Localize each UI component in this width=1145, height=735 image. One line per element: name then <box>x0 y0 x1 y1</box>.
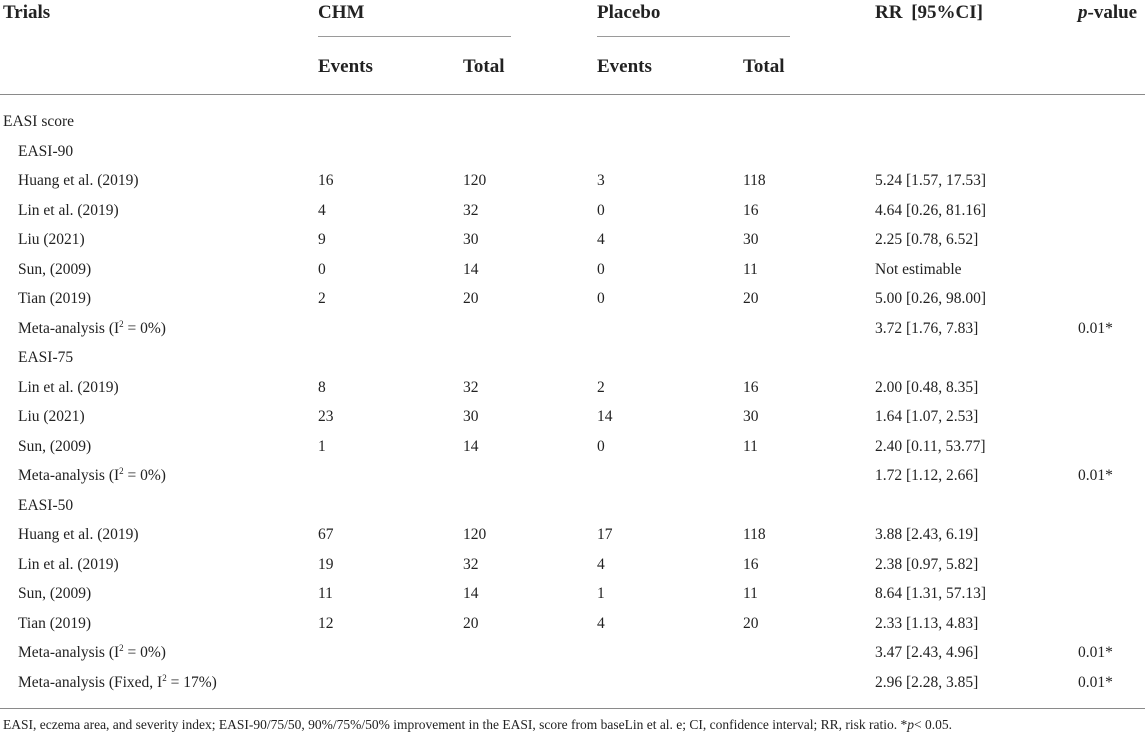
rr-cell: 1.72 [1.12, 2.66] <box>875 467 979 484</box>
header-rr: RR [95%CI] <box>875 2 983 23</box>
table-row <box>0 673 1145 703</box>
placebo-total-cell: 20 <box>743 290 759 307</box>
rr-cell: 2.96 [2.28, 3.85] <box>875 673 979 691</box>
rr-cell: 3.88 [2.43, 6.19] <box>875 526 979 543</box>
header-chm: CHM <box>318 2 365 23</box>
placebo-events-cell: 14 <box>597 408 613 425</box>
header-trials: Trials <box>3 2 51 23</box>
trial-cell: EASI-90 <box>18 142 74 160</box>
chm-total-cell: 32 <box>463 555 479 573</box>
chm-events-cell: 19 <box>318 555 334 573</box>
placebo-events-cell: 0 <box>597 437 605 455</box>
trial-text: Meta-analysis (I <box>18 319 120 337</box>
header-placebo-total: Total <box>743 56 785 77</box>
table-bottom-rule <box>0 708 1145 709</box>
placebo-events-cell: 1 <box>597 585 605 602</box>
placebo-events-cell: 2 <box>597 378 605 396</box>
rr-cell: 2.38 [0.97, 5.82] <box>875 555 979 573</box>
placebo-total-cell: 11 <box>743 585 758 602</box>
trial-superscript: 2 <box>119 465 124 476</box>
chm-total-cell: 32 <box>463 378 479 396</box>
placebo-total-cell: 16 <box>743 555 759 573</box>
table-row <box>0 319 1145 349</box>
header-p-value <box>1078 2 1137 24</box>
p-value-cell: 0.01* <box>1078 673 1113 691</box>
table-row <box>0 525 1145 555</box>
trial-cell: Lin et al. (2019) <box>18 555 119 573</box>
table-row <box>0 112 1145 142</box>
rr-cell: 8.64 [1.31, 57.13] <box>875 585 987 602</box>
chm-total-cell: 14 <box>463 585 479 602</box>
table-row <box>0 260 1145 290</box>
placebo-total-cell: 118 <box>743 172 766 189</box>
rr-cell: 3.72 [1.76, 7.83] <box>875 319 979 337</box>
chm-events-cell: 12 <box>318 614 334 632</box>
chm-total-cell: 20 <box>463 614 479 632</box>
trial-cell: Huang et al. (2019) <box>18 172 139 189</box>
table-row <box>0 201 1145 231</box>
placebo-total-cell: 16 <box>743 201 759 219</box>
placebo-events-cell: 0 <box>597 201 605 219</box>
trial-text-after: = 0%) <box>123 644 166 661</box>
trial-superscript: 2 <box>119 642 124 653</box>
trial-cell <box>18 643 166 663</box>
placebo-total-cell: 11 <box>743 437 758 455</box>
chm-events-cell: 9 <box>318 231 326 248</box>
table-row <box>0 407 1145 437</box>
placebo-total-cell: 16 <box>743 378 759 396</box>
chm-total-cell: 20 <box>463 290 479 307</box>
placebo-events-cell: 4 <box>597 614 605 632</box>
chm-total-cell: 30 <box>463 231 479 248</box>
trial-cell: EASI-50 <box>18 496 74 514</box>
trial-cell: Tian (2019) <box>18 290 92 307</box>
chm-total-cell: 120 <box>463 526 487 543</box>
placebo-total-cell: 30 <box>743 408 759 425</box>
rr-cell: 2.40 [0.11, 53.77] <box>875 437 986 455</box>
rr-cell: 2.00 [0.48, 8.35] <box>875 378 979 396</box>
trial-cell: Sun, (2009) <box>18 585 92 602</box>
trial-text: Meta-analysis (I <box>18 644 120 661</box>
rr-cell: 2.33 [1.13, 4.83] <box>875 614 979 632</box>
table-row <box>0 437 1145 467</box>
trial-superscript: 2 <box>162 672 167 683</box>
table-row <box>0 555 1145 585</box>
rr-cell: 1.64 [1.07, 2.53] <box>875 408 979 425</box>
rr-cell: 5.24 [1.57, 17.53] <box>875 172 987 189</box>
placebo-total-cell: 30 <box>743 231 759 248</box>
trial-cell: Huang et al. (2019) <box>18 526 139 543</box>
header-chm-events: Events <box>318 56 373 77</box>
chm-events-cell: 11 <box>318 585 333 602</box>
chm-total-cell: 120 <box>463 172 487 189</box>
placebo-total-cell: 20 <box>743 614 759 632</box>
trial-cell: Sun, (2009) <box>18 260 92 278</box>
placebo-span-rule <box>597 36 790 37</box>
chm-events-cell: 4 <box>318 201 326 219</box>
header-chm-total: Total <box>463 56 505 77</box>
chm-span-rule <box>318 36 511 37</box>
table-row <box>0 142 1145 172</box>
chm-events-cell: 16 <box>318 172 334 189</box>
trial-cell <box>18 673 217 693</box>
placebo-events-cell: 4 <box>597 555 605 573</box>
placebo-events-cell: 0 <box>597 260 605 278</box>
header-p-italic: p <box>1078 2 1088 23</box>
trial-cell: Lin et al. (2019) <box>18 378 119 396</box>
header-p-rest: -value <box>1087 2 1138 23</box>
chm-events-cell: 8 <box>318 378 326 396</box>
trial-cell: EASI-75 <box>18 349 74 366</box>
trial-text: Meta-analysis (I <box>18 467 120 484</box>
trial-text-after: = 17%) <box>166 673 217 691</box>
trial-cell: Lin et al. (2019) <box>18 201 119 219</box>
trial-cell: Tian (2019) <box>18 614 92 632</box>
header-bottom-rule <box>0 94 1145 95</box>
footnote-tail: < 0.05. <box>914 717 952 732</box>
table-row <box>0 230 1145 260</box>
trial-text-after: = 0%) <box>123 467 166 484</box>
placebo-total-cell: 11 <box>743 260 758 278</box>
header-placebo: Placebo <box>597 2 661 23</box>
trial-cell <box>18 319 166 339</box>
chm-total-cell: 32 <box>463 201 479 219</box>
table-row <box>0 614 1145 644</box>
table-row <box>0 496 1145 526</box>
p-value-cell: 0.01* <box>1078 644 1113 661</box>
table-row <box>0 348 1145 378</box>
trial-text: Meta-analysis (Fixed, I <box>18 673 163 691</box>
trial-cell: Liu (2021) <box>18 231 85 248</box>
placebo-events-cell: 0 <box>597 290 605 307</box>
table-row <box>0 466 1145 496</box>
placebo-total-cell: 118 <box>743 526 766 543</box>
table-row <box>0 289 1145 319</box>
trial-cell: EASI score <box>3 113 75 130</box>
trial-superscript: 2 <box>119 318 124 329</box>
placebo-events-cell: 17 <box>597 526 613 543</box>
rr-cell: 3.47 [2.43, 4.96] <box>875 644 979 661</box>
table-row <box>0 171 1145 201</box>
trial-text-after: = 0%) <box>123 319 166 337</box>
table-footnote <box>3 716 952 734</box>
p-value-cell: 0.01* <box>1078 319 1113 337</box>
footnote-main: EASI, eczema area, and severity index; EASI-90/75/50, 90%/75%/50% improvement in the EASI, score from baseLin et al. e; CI, confidence interval; RR, risk ratio. * <box>3 717 908 732</box>
chm-events-cell: 0 <box>318 260 326 278</box>
chm-total-cell: 14 <box>463 437 479 455</box>
table-row <box>0 378 1145 408</box>
rr-cell: 4.64 [0.26, 81.16] <box>875 201 987 219</box>
p-value-cell: 0.01* <box>1078 467 1113 484</box>
chm-events-cell: 2 <box>318 290 326 307</box>
chm-events-cell: 23 <box>318 408 334 425</box>
rr-cell: Not estimable <box>875 260 962 278</box>
chm-total-cell: 30 <box>463 408 479 425</box>
trial-cell: Sun, (2009) <box>18 437 92 455</box>
chm-total-cell: 14 <box>463 260 479 278</box>
table-row <box>0 584 1145 614</box>
trial-cell: Liu (2021) <box>18 408 85 425</box>
placebo-events-cell: 4 <box>597 231 605 248</box>
rr-cell: 5.00 [0.26, 98.00] <box>875 290 987 307</box>
chm-events-cell: 1 <box>318 437 326 455</box>
chm-events-cell: 67 <box>318 526 334 543</box>
trial-cell <box>18 466 166 486</box>
header-placebo-events: Events <box>597 56 652 77</box>
placebo-events-cell: 3 <box>597 172 605 189</box>
table-row <box>0 643 1145 673</box>
footnote-p-italic: p <box>907 717 914 732</box>
rr-cell: 2.25 [0.78, 6.52] <box>875 231 979 248</box>
